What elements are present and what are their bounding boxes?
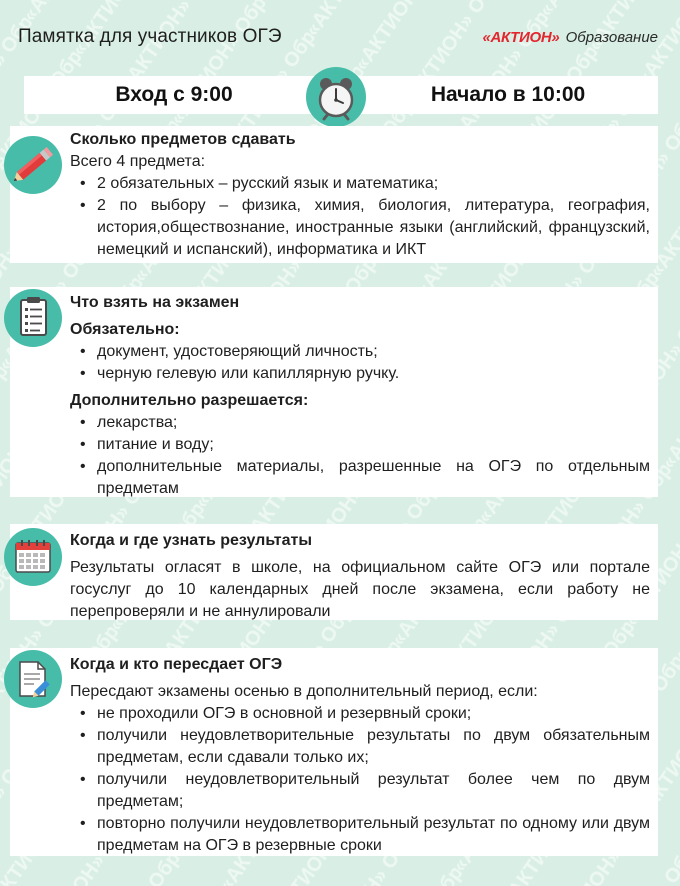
list-item: • черную гелевую или капиллярную ручку. — [70, 363, 650, 385]
section-retake — [10, 648, 658, 856]
list-item: • документ, удостоверяющий личность; — [70, 341, 650, 363]
section-results-body — [70, 529, 650, 623]
section-title: Что взять на экзамен — [70, 294, 240, 311]
section-intro: Пересдают экзамены осенью в дополнительный период, если: — [70, 683, 538, 700]
calendar-icon — [4, 528, 62, 586]
required-heading: Обязательно: — [70, 321, 180, 338]
section-subjects-body — [70, 128, 650, 261]
section-title: Когда и где узнать результаты — [70, 532, 312, 549]
section-what-to-bring — [10, 287, 658, 497]
retake-list — [70, 703, 650, 857]
allowed-list — [70, 412, 650, 500]
section-title: Когда и кто пересдает ОГЭ — [70, 656, 283, 673]
checklist-icon — [4, 289, 62, 347]
list-item: • получили неудовлетворительный результат более чем по двум предметам; — [70, 769, 650, 813]
start-time: Начало в 10:00 — [358, 76, 658, 114]
list-item: • получили неудовлетворительные результаты по двум обязательным предметам, если сдавали только их; — [70, 725, 650, 769]
list-item: • 2 обязательных – русский язык и математика; — [70, 173, 650, 195]
results-text: Результаты огласят в школе, на официальном сайте ОГЭ или портале госуслуг до 10 календарных дней после экзамена, если работу не перепроверяли и не аннулировали — [70, 559, 650, 620]
list-item: • питание и воду; — [70, 434, 650, 456]
section-title: Сколько предметов сдавать — [70, 131, 296, 148]
section-retake-body — [70, 653, 650, 857]
aktion-logo — [482, 29, 658, 46]
pencil-icon — [4, 136, 62, 194]
list-item: • не проходили ОГЭ в основной и резервный сроки; — [70, 703, 650, 725]
subjects-list — [70, 173, 650, 261]
page-title: Памятка для участников ОГЭ — [18, 26, 282, 47]
list-item: • 2 по выбору – физика, химия, биология, литература, география, история,обществознание, иностранные языки (английский, французский, немецкий и испанский), информатика и ИКТ — [70, 195, 650, 261]
logo-subtitle: Образование — [565, 29, 658, 46]
list-item: • повторно получили неудовлетворительный результат по одному или двум предметам на ОГЭ в резервные сроки — [70, 813, 650, 857]
section-what-to-bring-body — [70, 291, 650, 500]
logo-brand: «АКТИОН» — [482, 29, 560, 46]
entry-time: Вход с 9:00 — [24, 76, 324, 114]
allowed-heading: Дополнительно разрешается: — [70, 392, 309, 409]
list-item: • дополнительные материалы, разрешенные на ОГЭ по отдельным предметам — [70, 456, 650, 500]
time-bar — [24, 76, 658, 114]
list-item: • лекарства; — [70, 412, 650, 434]
section-results — [10, 524, 658, 620]
section-intro: Всего 4 предмета: — [70, 153, 206, 170]
alarm-clock-icon — [306, 67, 366, 127]
section-subjects — [10, 126, 658, 263]
required-list — [70, 341, 650, 385]
page-header — [0, 0, 680, 68]
document-edit-icon — [4, 650, 62, 708]
